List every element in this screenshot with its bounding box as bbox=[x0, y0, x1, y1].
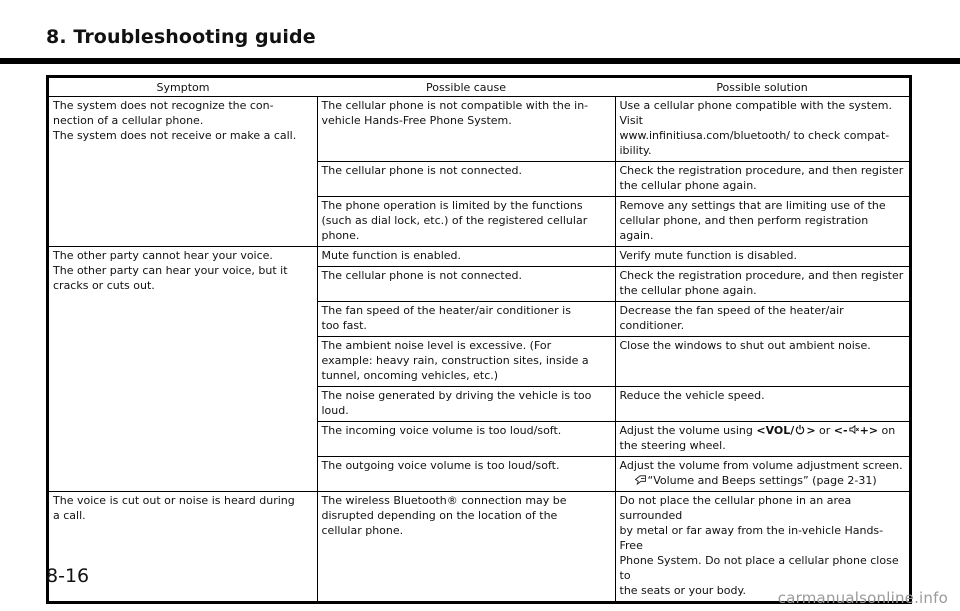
solution-line: Reduce the vehicle speed. bbox=[619, 389, 765, 402]
cause-line: disrupted depending on the location of the bbox=[321, 509, 558, 522]
mute-key-start: <- bbox=[833, 424, 848, 437]
solution-cell bbox=[615, 302, 909, 337]
column-header-symptom: Symptom bbox=[49, 78, 317, 97]
cause-line: The cellular phone is not connected. bbox=[321, 269, 522, 282]
cause-line: The cellular phone is not connected. bbox=[321, 164, 522, 177]
cause-line: cellular phone. bbox=[321, 524, 404, 537]
solution-line: Phone System. Do not place a cellular phone close to bbox=[619, 554, 899, 582]
power-icon bbox=[794, 424, 806, 435]
solution-line: Check the registration procedure, and then register bbox=[619, 269, 904, 282]
troubleshooting-table-body bbox=[49, 78, 909, 601]
cause-line: The outgoing voice volume is too loud/soft. bbox=[321, 459, 560, 472]
header-rule bbox=[0, 58, 960, 64]
cause-line: The incoming voice volume is too loud/soft. bbox=[321, 424, 562, 437]
cause-line: tunnel, oncoming vehicles, etc.) bbox=[321, 369, 499, 382]
watermark: carmanualsonline.info bbox=[777, 589, 948, 607]
solution-line: the steering wheel. bbox=[619, 439, 726, 452]
solution-line: the seats or your body. bbox=[619, 584, 746, 597]
solution-line: Close the windows to shut out ambient noise. bbox=[619, 339, 871, 352]
symptom-cell bbox=[49, 492, 317, 602]
solution-text: Adjust the volume using bbox=[619, 424, 757, 437]
symptom-line: nection of a cellular phone. bbox=[53, 114, 204, 127]
symptom-line: The system does not receive or make a call. bbox=[53, 129, 297, 142]
cause-cell bbox=[317, 267, 615, 302]
cause-cell bbox=[317, 422, 615, 457]
page-number: 8-16 bbox=[46, 565, 90, 587]
speaker-icon bbox=[848, 424, 860, 435]
solution-line: the cellular phone again. bbox=[619, 284, 757, 297]
table-row bbox=[49, 247, 909, 267]
cause-line: The ambient noise level is excessive. (For bbox=[321, 339, 552, 352]
cause-line: The wireless Bluetooth® connection may be bbox=[321, 494, 567, 507]
solution-line: ibility. bbox=[619, 144, 652, 157]
cause-line: The cellular phone is not compatible with the in- bbox=[321, 99, 589, 112]
solution-cell bbox=[615, 267, 909, 302]
symptom-line: The system does not recognize the con- bbox=[53, 99, 274, 112]
solution-line: Check the registration procedure, and then register bbox=[619, 164, 904, 177]
solution-line: Use a cellular phone compatible with the system. Visit bbox=[619, 99, 892, 127]
solution-line: by metal or far away from the in-vehicle Hands-Free bbox=[619, 524, 884, 552]
reference-text: “Volume and Beeps settings” (page 2-31) bbox=[647, 474, 877, 487]
troubleshooting-table bbox=[46, 75, 912, 604]
solution-line: the cellular phone again. bbox=[619, 179, 757, 192]
mute-key-end: +> bbox=[859, 424, 879, 437]
cause-line: The noise generated by driving the vehicle is too bbox=[321, 389, 592, 402]
cause-cell bbox=[317, 197, 615, 247]
table-row bbox=[49, 97, 909, 162]
solution-cell bbox=[615, 387, 909, 422]
cause-line: phone. bbox=[321, 229, 360, 242]
page-reference-link[interactable] bbox=[620, 473, 906, 488]
cause-line: loud. bbox=[321, 404, 349, 417]
vol-key-end: > bbox=[806, 424, 816, 437]
column-header-cause: Possible cause bbox=[317, 78, 615, 97]
cause-line: Mute function is enabled. bbox=[321, 249, 462, 262]
cause-line: (such as dial lock, etc.) of the registered cellular bbox=[321, 214, 588, 227]
solution-line: Decrease the fan speed of the heater/air conditioner. bbox=[619, 304, 844, 332]
reference-icon bbox=[634, 474, 648, 485]
cause-cell bbox=[317, 302, 615, 337]
table-header-row bbox=[49, 78, 909, 97]
solution-text: on bbox=[878, 424, 896, 437]
solution-text: or bbox=[815, 424, 834, 437]
solution-cell bbox=[615, 337, 909, 387]
symptom-line: The other party cannot hear your voice. bbox=[53, 249, 273, 262]
page-title: 8. Troubleshooting guide bbox=[46, 26, 316, 48]
symptom-line: cracks or cuts out. bbox=[53, 279, 155, 292]
cause-cell bbox=[317, 162, 615, 197]
cause-line: The phone operation is limited by the functions bbox=[321, 199, 583, 212]
solution-line: Verify mute function is disabled. bbox=[619, 249, 797, 262]
solution-line: www.infinitiusa.com/bluetooth/ to check compat- bbox=[619, 129, 890, 142]
column-header-solution: Possible solution bbox=[615, 78, 909, 97]
cause-line: The fan speed of the heater/air conditioner is bbox=[321, 304, 571, 317]
solution-cell bbox=[615, 457, 909, 492]
symptom-cell bbox=[49, 97, 317, 247]
solution-line: Do not place the cellular phone in an area surrounded bbox=[619, 494, 852, 522]
solution-cell bbox=[615, 422, 909, 457]
cause-cell bbox=[317, 97, 615, 162]
symptom-line: The other party can hear your voice, but it bbox=[53, 264, 288, 277]
cause-line: example: heavy rain, construction sites, inside a bbox=[321, 354, 589, 367]
table-row bbox=[49, 492, 909, 602]
solution-cell bbox=[615, 247, 909, 267]
symptom-line: a call. bbox=[53, 509, 86, 522]
solution-cell bbox=[615, 162, 909, 197]
symptom-line: The voice is cut out or noise is heard during bbox=[53, 494, 295, 507]
solution-line bbox=[620, 423, 906, 438]
solution-line: Remove any settings that are limiting use of the bbox=[619, 199, 886, 212]
solution-cell bbox=[615, 197, 909, 247]
cause-cell bbox=[317, 492, 615, 602]
cause-cell bbox=[317, 247, 615, 267]
solution-line: cellular phone, and then perform registration again. bbox=[619, 214, 869, 242]
cause-cell bbox=[317, 337, 615, 387]
vol-key-label: <VOL/ bbox=[756, 424, 795, 437]
solution-line: Adjust the volume from volume adjustment screen. bbox=[619, 459, 903, 472]
solution-cell bbox=[615, 97, 909, 162]
solution-cell bbox=[615, 492, 909, 602]
cause-line: too fast. bbox=[321, 319, 367, 332]
cause-line: vehicle Hands-Free Phone System. bbox=[321, 114, 512, 127]
cause-cell bbox=[317, 387, 615, 422]
symptom-cell bbox=[49, 247, 317, 492]
cause-cell bbox=[317, 457, 615, 492]
